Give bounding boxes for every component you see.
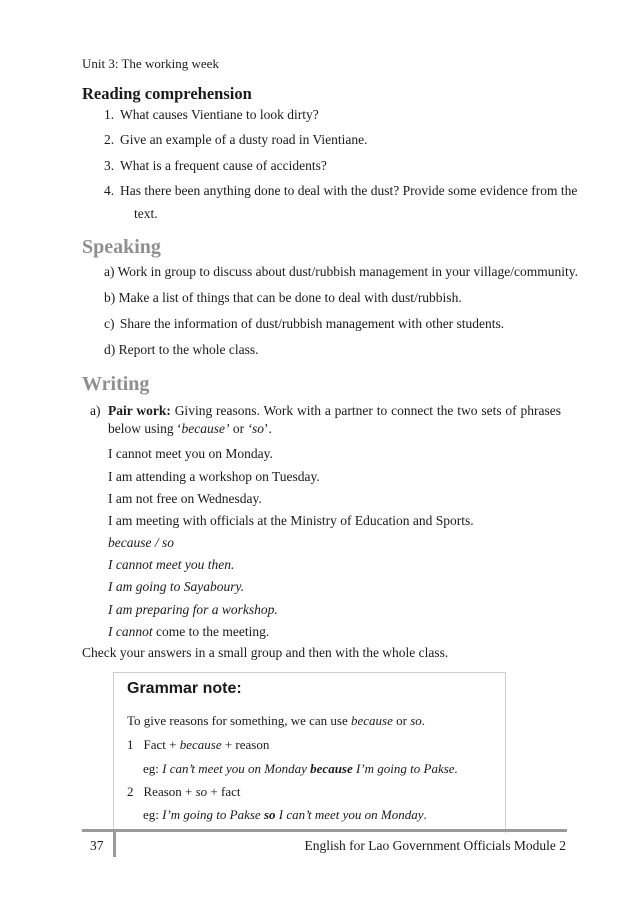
- rule-number: 1: [127, 737, 134, 752]
- question-text: Has there been anything done to deal with the dust? Provide some evidence from the: [120, 183, 578, 198]
- item-text: Work in group to discuss about dust/rubbish management in your village/community.: [117, 264, 578, 279]
- unit-header: Unit 3: The working week: [82, 56, 219, 71]
- footer-divider: [113, 829, 116, 857]
- phrase-set2-3: I am preparing for a workshop.: [108, 602, 278, 617]
- footer-title: English for Lao Government Officials Module 2: [304, 838, 566, 853]
- phrase-set1-1: I cannot meet you on Monday.: [108, 446, 273, 461]
- question-text: What causes Vientiane to look dirty?: [120, 107, 319, 122]
- writing-task-letter: a): [90, 403, 101, 418]
- example-text: I’m going to Pakse: [162, 807, 264, 822]
- grammar-rule-1: [127, 737, 269, 753]
- reading-question-1: [104, 106, 564, 124]
- phrase-set1-2: I am attending a workshop on Tuesday.: [108, 469, 320, 484]
- reading-title: Reading comprehension: [82, 84, 252, 103]
- grammar-intro: [127, 713, 425, 729]
- item-letter: b): [104, 290, 116, 305]
- speaking-item-b: [104, 289, 574, 307]
- writing-task-line-1: [108, 402, 561, 420]
- footer-rule: [82, 829, 567, 832]
- so-word: so: [410, 713, 422, 728]
- phrase-set1-4: I am meeting with officials at the Ministry of Education and Sports.: [108, 513, 474, 528]
- question-number: 1.: [104, 107, 115, 122]
- question-text: What is a frequent cause of accidents?: [120, 158, 327, 173]
- pair-work-label: Pair work:: [108, 403, 171, 418]
- reading-question-3: [104, 157, 564, 175]
- item-text: Share the information of dust/rubbish management with other students.: [119, 316, 505, 331]
- phrase-set2-1: I cannot meet you then.: [108, 557, 235, 572]
- so-word: so: [195, 784, 208, 799]
- grammar-example-1: [143, 761, 458, 777]
- example-text: I can’t meet you on Monday: [162, 761, 311, 776]
- page-number: 37: [90, 838, 104, 853]
- item-text: Report to the whole class.: [118, 342, 259, 357]
- rule-number: 2: [127, 784, 134, 799]
- speaking-item-d: [104, 341, 574, 359]
- item-text: Make a list of things that can be done to deal with dust/rubbish.: [118, 290, 462, 305]
- task-text: below using ‘: [108, 421, 182, 436]
- example-text: I can’t meet you on Monday: [275, 807, 424, 822]
- check-answers-instruction: Check your answers in a small group and then with the whole class.: [82, 645, 449, 660]
- phrase-set1-3: I am not free on Wednesday.: [108, 491, 262, 506]
- reading-question-4: [104, 182, 578, 200]
- question-number: 2.: [104, 132, 115, 147]
- question-number: 4.: [104, 183, 115, 198]
- rule-text: Fact +: [143, 737, 180, 752]
- speaking-item-a: [104, 263, 578, 281]
- grammar-text: .: [421, 713, 426, 728]
- writing-task-line-2: [108, 420, 272, 438]
- so-word: ‘so: [247, 421, 264, 436]
- rule-text: Reason +: [143, 784, 196, 799]
- grammar-note-title: Grammar note:: [127, 680, 242, 697]
- grammar-note-box: [113, 672, 506, 833]
- because-word: because’: [181, 421, 230, 436]
- writing-task-text: Giving reasons. Work with a partner to connect the two sets of phrases: [174, 403, 561, 418]
- task-text: ’.: [263, 421, 272, 436]
- eg-label: eg:: [143, 761, 163, 776]
- example-keyword: so: [263, 807, 276, 822]
- rule-text: + fact: [207, 784, 241, 799]
- grammar-rule-2: [127, 784, 240, 800]
- plain-text: come to the meeting.: [152, 624, 270, 639]
- item-letter: c): [104, 316, 115, 331]
- connector-words: because / so: [108, 535, 174, 550]
- speaking-title: Speaking: [82, 236, 161, 258]
- phrase-set2-2: I am going to Sayaboury.: [108, 579, 245, 594]
- example-keyword: because: [310, 761, 353, 776]
- item-letter: a): [104, 264, 115, 279]
- grammar-text: To give reasons for something, we can use: [127, 713, 352, 728]
- example-text: I’m going to Pakse.: [352, 761, 458, 776]
- writing-title: Writing: [82, 373, 150, 395]
- italic-text: I cannot: [108, 624, 153, 639]
- task-text: or: [229, 421, 248, 436]
- question-text: Give an example of a dusty road in Vientiane.: [120, 132, 368, 147]
- phrase-set2-4: [108, 623, 269, 641]
- example-text: .: [423, 807, 427, 822]
- grammar-text: or: [392, 713, 411, 728]
- because-word: because: [351, 713, 393, 728]
- because-word: because: [179, 737, 222, 752]
- question-number: 3.: [104, 158, 115, 173]
- item-letter: d): [104, 342, 116, 357]
- rule-text: + reason: [221, 737, 270, 752]
- eg-label: eg:: [143, 807, 163, 822]
- speaking-item-c: [104, 315, 574, 333]
- reading-question-4-continued: text.: [134, 206, 158, 221]
- reading-question-2: [104, 131, 564, 149]
- grammar-example-2: [143, 807, 427, 823]
